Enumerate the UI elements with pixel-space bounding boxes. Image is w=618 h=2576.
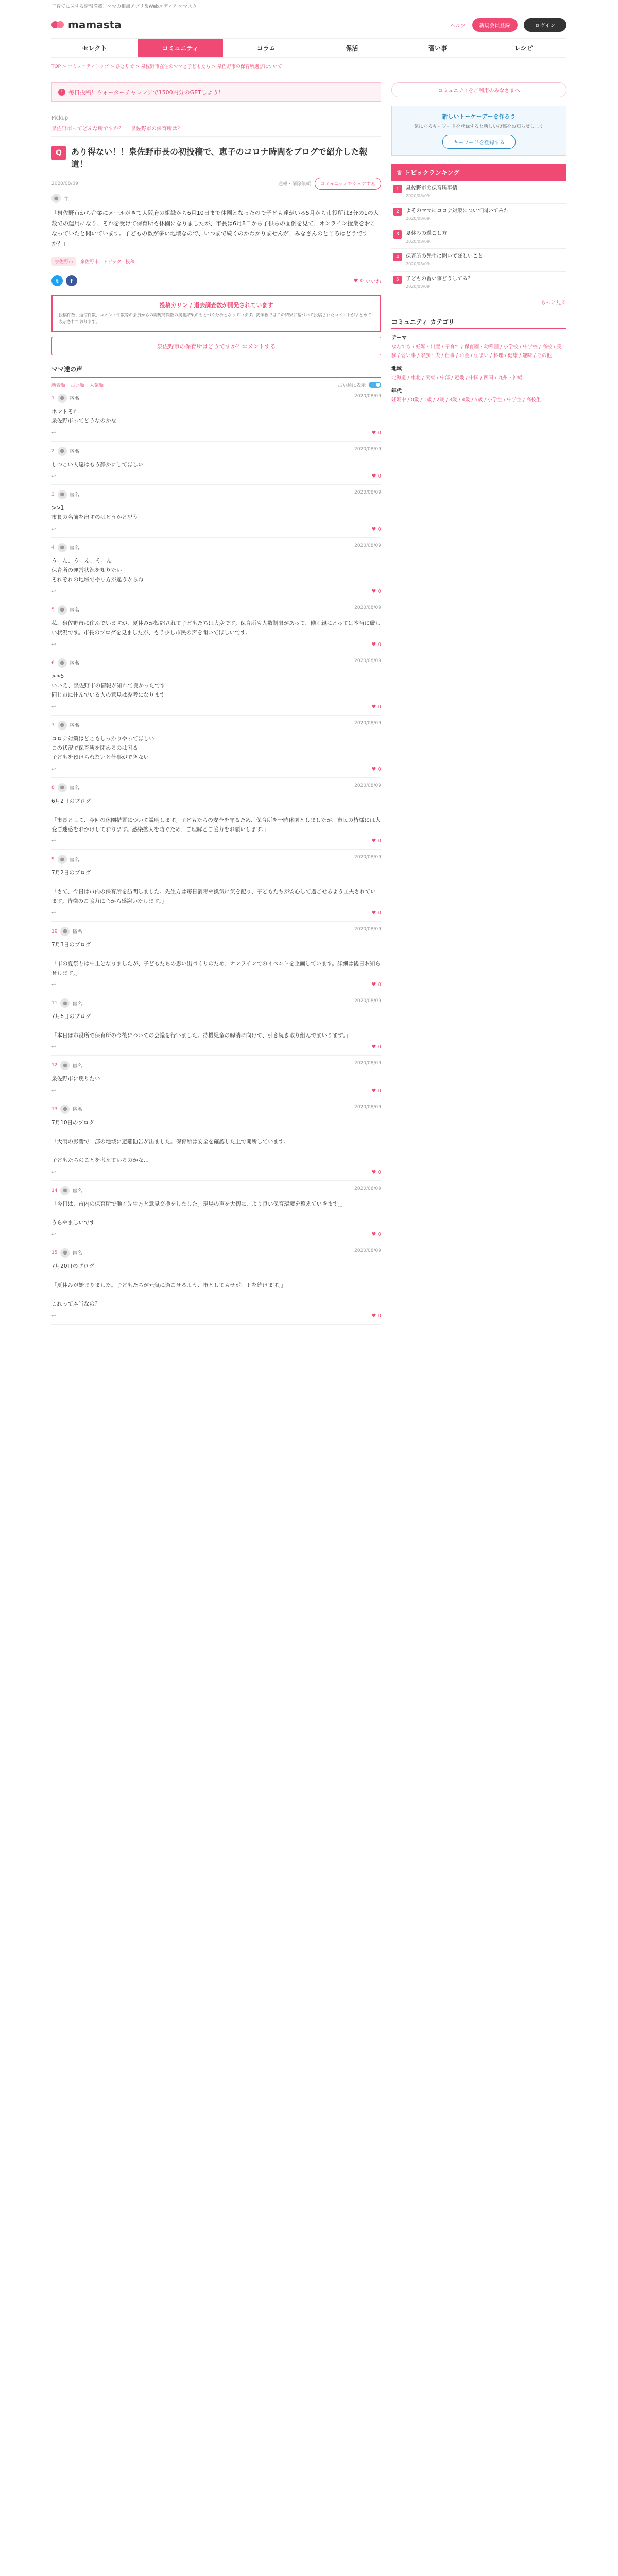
reply-like-button[interactable]: ♥ 0: [371, 1169, 381, 1175]
reply-author-name: 匿名: [73, 1251, 82, 1257]
keyword-title: 新しいトーケーデーを作ろう: [442, 113, 516, 120]
reply-number[interactable]: 4: [52, 545, 55, 550]
premium-text: 投稿件数、返信件数、コメント件数等の会員からの閲覧時間数の実測結果のもとづく分析となっています。掲示板ではこの結果に基づいて投稿されたコメントがまとめて表示されております。: [59, 313, 372, 324]
avatar: ●: [58, 783, 67, 792]
reply-head: [52, 927, 381, 936]
reply-like-count: 0: [377, 1169, 381, 1175]
rank-text-block: [406, 185, 564, 199]
reply-body: >>1 市長の名前を出すのはどうかと思う: [52, 504, 138, 521]
category-links[interactable]: 北海道 / 東北 / 関東 / 中部 / 近畿 / 中国 / 四国 / 九州・沖縄: [391, 375, 523, 381]
reply-like-count: 0: [377, 641, 381, 648]
logo-icon: [52, 19, 65, 30]
reply-head: [52, 543, 381, 552]
post-body: 「泉佐野市から企業にメールがきて大阪府の組織から6月10日まで休園となったので子ども達がいる5月から市役所は3分の1の人数での運用になり、それを受けて保育所も休園になりましたが、市長は6月8日から子供らの面倒を見て、オンライン授業をおこなっていたと聞いています。子どもの数が多い地域なので、いつまで続くのかわかりませんが、みなさんのところはどうですか？」: [52, 210, 379, 247]
category-list: [391, 333, 566, 404]
reply-icon[interactable]: ↩: [52, 910, 56, 916]
reply-number[interactable]: 14: [52, 1188, 58, 1193]
rank-text-block: [406, 230, 564, 244]
avatar: ●: [58, 721, 67, 730]
related-links: [52, 124, 381, 132]
reply-number[interactable]: 13: [52, 1106, 58, 1112]
comment-button[interactable]: 泉佐野市の保育所はどうですか？コメントする: [52, 337, 381, 355]
reply-actions: [52, 430, 381, 436]
avatar: ●: [58, 605, 67, 615]
reply-like-count: 0: [377, 1088, 381, 1094]
reply-date: 2020/08/09: [354, 1061, 381, 1066]
reply-like-button[interactable]: ♥ 0: [371, 526, 381, 532]
reply-head: [52, 1105, 381, 1114]
reply-like-count: 0: [377, 982, 381, 988]
avatar: ●: [58, 855, 67, 864]
toggle-label: 古い順に表示: [337, 383, 366, 388]
reply-body: 7月2日のブログ 「さて、今日は市内の保育所を訪問しました。先生方は毎日消毒や換気に気を配り、子どもたちが安心して過ごせるよう工夫されています。皆様のご協力に心から感謝いたします。」: [52, 870, 376, 905]
avatar: ●: [58, 658, 67, 668]
premium-title: 投稿カリン / 退去調査数が開発されています: [159, 302, 273, 309]
reply-icon[interactable]: ↩: [52, 430, 56, 436]
keyword-sub: 気になるキーワードを登録すると新しい投稿をお知らせします: [414, 124, 544, 129]
reply-author-name: 匿名: [73, 929, 82, 935]
rank-number: 3: [393, 230, 402, 239]
category-links[interactable]: なんでも / 妊娠・出産 / 子育て / 保育園・幼稚園 / 小学校 / 中学校 / 高校 / 受験 / 習い事 / 家族・夫 / 仕事 / お金 / 住まい / 料理 / 健康 / 趣味 / その他: [391, 344, 562, 359]
reply-actions: [52, 1044, 381, 1050]
avatar: ●: [60, 998, 70, 1008]
category-group: [391, 386, 566, 404]
post-date: 2020/08/09: [52, 181, 78, 187]
category-head: コミュニティ カテゴリ: [391, 317, 566, 329]
tag-link[interactable]: 泉佐野市: [80, 260, 99, 265]
ranking-item[interactable]: [391, 181, 566, 204]
reply-actions: [52, 1313, 381, 1319]
reply-like-count: 0: [377, 1313, 381, 1319]
nav-community[interactable]: コミュニティ: [138, 39, 224, 57]
avatar: ●: [60, 1248, 70, 1258]
reply-author-name: 匿名: [73, 1063, 82, 1069]
reply-author-name: 匿名: [70, 661, 79, 667]
reply-actions: [52, 838, 381, 844]
reply-date: 2020/08/09: [354, 446, 381, 452]
post-header: [52, 146, 381, 171]
rank-date: 2020/08/09: [406, 284, 430, 290]
reply-body: しつこい人達はもう静かにしてほしい: [52, 461, 144, 468]
order-toggle-row: [338, 382, 381, 388]
ranking-head: [391, 164, 566, 181]
rank-title: 子どもの習い事どうしてる？: [406, 276, 473, 282]
reply-item: [52, 993, 381, 1056]
reply-icon[interactable]: ↩: [52, 766, 56, 772]
reply-author: [52, 394, 79, 403]
reply-number[interactable]: 6: [52, 660, 55, 666]
reply-head: [52, 490, 381, 499]
ranking-title: トピックランキング: [404, 168, 460, 176]
tag-link[interactable]: 投稿: [125, 260, 135, 265]
heart-icon: ♥: [353, 278, 358, 284]
twitter-icon[interactable]: t: [52, 275, 63, 286]
notice-banner[interactable]: [52, 82, 381, 102]
reply-number[interactable]: 15: [52, 1250, 58, 1256]
category-label: 地域: [391, 366, 402, 372]
reply-body: 7月3日のブログ 「市の夏祭りは中止となりましたが、子どもたちの思い出づくりのため、オンラインでのイベントを企画しています。詳細は後日お知らせします。」: [52, 941, 381, 976]
reply-icon[interactable]: ↩: [52, 473, 56, 479]
crown-icon: ♛: [397, 168, 404, 176]
register-button[interactable]: 新規会員登録: [472, 18, 518, 32]
reply-item: [52, 485, 381, 538]
reply-author: [52, 783, 79, 792]
ranking-list: [391, 181, 566, 295]
reply-author: [52, 1105, 82, 1114]
reply-date: 2020/08/09: [354, 489, 381, 495]
tag[interactable]: 泉佐野市: [52, 257, 76, 266]
reply-item: [52, 1056, 381, 1099]
avatar: ●: [60, 1186, 70, 1195]
reply-actions: [52, 767, 381, 772]
reply-head: [52, 1061, 381, 1070]
reply-item: [52, 922, 381, 994]
header-actions: [451, 18, 567, 32]
reply-author-name: 匿名: [73, 1189, 82, 1194]
reply-actions: [52, 527, 381, 532]
reply-author: [52, 721, 79, 730]
reply-author: [52, 1248, 82, 1258]
reply-date: 2020/08/09: [354, 783, 381, 788]
avatar: ●: [58, 394, 67, 403]
reply-author-name: 匿名: [70, 449, 79, 455]
ranking-item[interactable]: [391, 204, 566, 226]
reply-number[interactable]: 12: [52, 1063, 58, 1069]
info-icon: !: [58, 89, 65, 96]
reply-body: 7月6日のブログ 「本日は市役所で保育所の今後についての会議を行いました。待機児童の解消に向けて、引き続き取り組んでまいります。」: [52, 1013, 351, 1039]
reply-author-name: 匿名: [73, 1001, 82, 1007]
share-row: [52, 275, 381, 286]
logo[interactable]: [52, 19, 122, 31]
community-guide-banner[interactable]: コミュニティをご利用のみなさまへ: [391, 82, 566, 97]
reply-actions: [52, 1232, 381, 1238]
reply-like-button[interactable]: ♥ 0: [371, 430, 381, 436]
nav-hokatsu[interactable]: 保活: [346, 44, 358, 52]
post-author: [52, 194, 381, 203]
category-group: [391, 364, 566, 382]
reply-author-name: 匿名: [70, 493, 79, 498]
rank-title: 保育所の先生に聞いてほしいこと: [406, 253, 483, 260]
main-column: [52, 82, 381, 1325]
reply-like-count: 0: [377, 588, 381, 595]
ranking-item[interactable]: [391, 272, 566, 294]
share-community-button[interactable]: コミュニティでシェアする: [315, 178, 381, 190]
replies-filter: [52, 382, 381, 388]
rank-text-block: [406, 208, 564, 222]
reply-author: [52, 605, 79, 615]
reply-author: [52, 447, 79, 456]
reply-icon[interactable]: ↩: [52, 1313, 56, 1319]
rank-number: 1: [393, 185, 402, 193]
category-group: [391, 333, 566, 360]
reply-date: 2020/08/09: [354, 393, 381, 399]
reply-like-button[interactable]: ♥ 0: [371, 982, 381, 988]
reply-icon[interactable]: ↩: [52, 1044, 56, 1050]
nav-select[interactable]: セレクト: [82, 44, 107, 52]
related-head: Pickup: [52, 115, 68, 121]
related-topics: [52, 111, 381, 137]
reply-list: [52, 388, 381, 1325]
avatar: ●: [52, 194, 61, 203]
reply-number[interactable]: 10: [52, 928, 58, 934]
logo-text: mamasta: [68, 19, 122, 31]
reply-head: [52, 783, 381, 792]
post-meta: [52, 178, 381, 190]
report-link[interactable]: 通報・削除依頼: [278, 182, 311, 187]
category-links[interactable]: 妊娠中 / 0歳 / 1歳 / 2歳 / 3歳 / 4歳 / 5歳 / 小学生 / 中学生 / 高校生: [391, 397, 541, 403]
rank-date: 2020/08/09: [406, 239, 430, 244]
reply-author: [52, 490, 79, 499]
reply-actions: [52, 1170, 381, 1175]
tag-link[interactable]: トピック: [103, 260, 122, 265]
reply-like-button[interactable]: ♥ 0: [371, 1044, 381, 1050]
reply-head: [52, 394, 381, 403]
reply-author-name: 匿名: [70, 786, 79, 791]
reply-author: [52, 855, 79, 864]
reply-head: [52, 855, 381, 864]
avatar: ●: [60, 1105, 70, 1114]
reply-head: [52, 605, 381, 615]
reply-date: 2020/08/09: [354, 1185, 381, 1191]
reply-author-name: 匿名: [70, 857, 79, 863]
reply-like-count: 0: [377, 766, 381, 772]
reply-like-count: 0: [377, 1231, 381, 1238]
reply-actions: [52, 1088, 381, 1094]
reply-like-count: 0: [377, 1044, 381, 1050]
avatar: ●: [58, 543, 67, 552]
reply-number[interactable]: 3: [52, 492, 55, 497]
reply-like-count: 0: [377, 838, 381, 844]
category-label: 年代: [391, 388, 402, 394]
reply-date: 2020/08/09: [354, 855, 381, 860]
reply-author: [52, 658, 79, 668]
reply-date: 2020/08/09: [354, 658, 381, 664]
header: [0, 11, 618, 38]
reply-item: [52, 716, 381, 778]
avatar: ●: [60, 927, 70, 936]
sort-popular[interactable]: 人気順: [90, 383, 104, 388]
reply-number[interactable]: 1: [52, 395, 55, 401]
reply-actions: [52, 589, 381, 595]
share-icons: [52, 275, 77, 286]
login-button[interactable]: ログイン: [524, 18, 567, 32]
side-column: [391, 82, 566, 404]
top-strip: [0, 0, 618, 11]
premium-box: [52, 295, 381, 332]
reply-icon[interactable]: ↩: [52, 1169, 56, 1175]
rank-title: よそのママにコロナ対策について聞いてみた: [406, 208, 509, 214]
reply-number[interactable]: 5: [52, 607, 55, 613]
top-strip-text: 子育てに関する情報満載！ママの相談アプリ＆Webメディア ママスタ: [52, 4, 197, 9]
reply-number[interactable]: 11: [52, 1001, 58, 1006]
main-nav: [52, 38, 566, 58]
reply-icon[interactable]: ↩: [52, 1088, 56, 1094]
reply-date: 2020/08/09: [354, 998, 381, 1004]
avatar: ●: [60, 1061, 70, 1070]
reply-author-name: 匿名: [70, 396, 79, 402]
reply-icon[interactable]: ↩: [52, 526, 56, 532]
reply-actions: [52, 982, 381, 988]
reply-item: [52, 778, 381, 850]
reply-date: 2020/08/09: [354, 926, 381, 932]
post-title: あり得ない！！泉佐野市長の初投稿で、恵子のコロナ時間をブログで紹介した報道！: [71, 147, 368, 169]
reply-item: [52, 1243, 381, 1325]
rank-date: 2020/08/09: [406, 193, 430, 198]
rank-number: 5: [393, 276, 402, 284]
reply-body: うーん、うーん、うーん 保育所の運営状況を知りたい それぞれの地域でやり方が違うからね: [52, 557, 144, 583]
ranking-more-link[interactable]: もっと見る: [541, 300, 566, 307]
reply-date: 2020/08/09: [354, 543, 381, 548]
reply-like-button[interactable]: ♥ 0: [371, 473, 381, 479]
reply-body: 7月10日のブログ 「大雨の影響で一部の地域に避難勧告が出ました。保育所は安全を確認した上で開所しています。」 子どもたちのことを考えているのかな…: [52, 1119, 292, 1164]
rank-title: 夏休みの過ごし方: [406, 230, 447, 236]
rank-text-block: [406, 276, 564, 290]
reply-date: 2020/08/09: [354, 605, 381, 611]
ranking-item[interactable]: [391, 226, 566, 249]
breadcrumb[interactable]: TOP > コミュニティトップ > ひとりで > 泉佐野市在住のママと子どもたち > 泉佐野市の保育所選びについて: [52, 64, 282, 70]
reply-number[interactable]: 7: [52, 722, 55, 728]
reply-item: [52, 653, 381, 716]
rank-number: 4: [393, 253, 402, 261]
reply-author-name: 匿名: [73, 1107, 82, 1113]
reply-head: [52, 658, 381, 668]
like-button[interactable]: [354, 277, 381, 285]
order-toggle[interactable]: [369, 382, 381, 388]
reply-number[interactable]: 9: [52, 857, 55, 862]
reply-item: [52, 1181, 381, 1243]
reply-like-button[interactable]: ♥ 0: [371, 838, 381, 844]
reply-like-button[interactable]: ♥ 0: [371, 766, 381, 772]
reply-item: [52, 388, 381, 442]
reply-body: >>5 いいえ、泉佐野市の情報が知れて良かったです 同じ市に住んでいる人の意見は参考になります: [52, 673, 166, 699]
reply-author-name: 匿名: [70, 608, 79, 614]
rank-text-block: [406, 253, 564, 267]
reply-like-count: 0: [377, 910, 381, 916]
reply-body: コロナ対策はどこもしっかりやってほしい この状況で保育所を閉めるのは困る 子どもを預けられないと仕事ができない: [52, 735, 154, 761]
reply-head: [52, 998, 381, 1008]
sort-old[interactable]: 古い順: [71, 383, 85, 388]
reply-item: [52, 600, 381, 653]
reply-head: [52, 1248, 381, 1258]
replies-head: ママ達の声: [52, 365, 381, 378]
avatar: ●: [58, 490, 67, 499]
ranking-item[interactable]: [391, 249, 566, 272]
reply-icon[interactable]: ↩: [52, 982, 56, 988]
like-label: いいね: [366, 279, 381, 285]
reply-body: 私、泉佐野市に住んでいますが、夏休みが短縮されて子どもたちは大変です。保育所も人数制限があって、働く親にとっては本当に厳しい状況です。市長のブログを見ましたが、もう少し市民の声を聞いてほしいです。: [52, 620, 381, 636]
reply-number[interactable]: 8: [52, 785, 55, 790]
reply-actions: [52, 704, 381, 710]
reply-actions: [52, 910, 381, 916]
reply-icon[interactable]: ↩: [52, 704, 56, 710]
reply-body: 「今日は、市内の保育所で働く先生方と意見交換をしました。現場の声を大切に、より良い保育環境を整えていきます。」 うらやましいです: [52, 1200, 346, 1226]
facebook-icon[interactable]: f: [66, 275, 77, 286]
reply-author-name: 匿名: [70, 723, 79, 729]
post-meta-actions: [278, 178, 381, 190]
keyword-box: [391, 106, 566, 156]
reply-like-count: 0: [377, 526, 381, 532]
reply-like-count: 0: [377, 473, 381, 479]
reply-author: [52, 998, 82, 1008]
reply-head: [52, 1186, 381, 1195]
reply-like-button[interactable]: ♥ 0: [371, 641, 381, 648]
reply-date: 2020/08/09: [354, 1104, 381, 1110]
reply-like-button[interactable]: ♥ 0: [371, 910, 381, 916]
reply-like-button[interactable]: ♥ 0: [371, 1088, 381, 1094]
reply-body: 6月2日のブログ 「市長として、今回の休園措置について説明します。子どもたちの安全を守るため、保育所を一時休園としましたが、市民の皆様には大変ご迷惑をおかけしております。感染拡大を防ぐため、ご理解とご協力をお願いします。」: [52, 798, 381, 833]
reply-date: 2020/08/09: [354, 1248, 381, 1253]
reply-like-button[interactable]: ♥ 0: [371, 704, 381, 710]
related-link[interactable]: 泉佐野市の保育所は？: [131, 126, 182, 132]
reply-body: ホントそれ 泉佐野市ってどうなのかな: [52, 408, 116, 425]
related-link[interactable]: 泉佐野市ってどんな所ですか？: [52, 126, 124, 132]
reply-body: 7月20日のブログ 「夏休みが始まりました。子どもたちが元気に過ごせるよう、市としてもサポートを続けます。」 これって本当なの？: [52, 1263, 286, 1308]
reply-date: 2020/08/09: [354, 720, 381, 726]
reply-item: [52, 442, 381, 485]
rank-title: 泉佐野市の保育所事情: [406, 185, 457, 191]
reply-author: [52, 1061, 82, 1070]
nav-lessons[interactable]: 習い事: [428, 44, 448, 52]
reply-item: [52, 850, 381, 922]
reply-icon[interactable]: ↩: [52, 588, 56, 595]
rank-date: 2020/08/09: [406, 216, 430, 221]
question-icon: Q: [52, 146, 66, 160]
rank-number: 2: [393, 208, 402, 216]
nav-recipe[interactable]: レシピ: [514, 44, 533, 52]
keyword-register-button[interactable]: キーワードを登録する: [442, 135, 516, 149]
rank-date: 2020/08/09: [406, 262, 430, 267]
reply-author: [52, 1186, 82, 1195]
post-tags: [52, 257, 381, 266]
reply-body: 泉佐野市に戻りたい: [52, 1076, 100, 1082]
reply-like-button[interactable]: ♥ 0: [371, 588, 381, 595]
reply-head: [52, 447, 381, 456]
reply-icon[interactable]: ↩: [52, 641, 56, 648]
reply-icon[interactable]: ↩: [52, 838, 56, 844]
reply-author: [52, 927, 82, 936]
sort-filters: [52, 382, 104, 388]
reply-item: [52, 1099, 381, 1181]
reply-like-button[interactable]: ♥ 0: [371, 1313, 381, 1319]
reply-like-count: 0: [377, 704, 381, 710]
reply-like-count: 0: [377, 430, 381, 436]
reply-number[interactable]: 2: [52, 448, 55, 454]
reply-icon[interactable]: ↩: [52, 1231, 56, 1238]
reply-item: [52, 538, 381, 600]
avatar: ●: [58, 447, 67, 456]
like-count: 0: [360, 278, 364, 284]
sort-new[interactable]: 新着順: [52, 383, 66, 388]
reply-author-name: 匿名: [70, 546, 79, 551]
reply-actions: [52, 642, 381, 648]
reply-author: [52, 543, 79, 552]
author-name: 主: [64, 196, 69, 202]
reply-head: [52, 721, 381, 730]
notice-text: 毎日投稿！ウォーターチャレンジで1500円分のGETしよう！: [68, 89, 224, 96]
reply-like-button[interactable]: ♥ 0: [371, 1231, 381, 1238]
help-link[interactable]: ヘルプ: [450, 23, 466, 29]
reply-actions: [52, 473, 381, 479]
nav-column[interactable]: コラム: [256, 44, 276, 52]
category-label: テーマ: [391, 335, 407, 342]
